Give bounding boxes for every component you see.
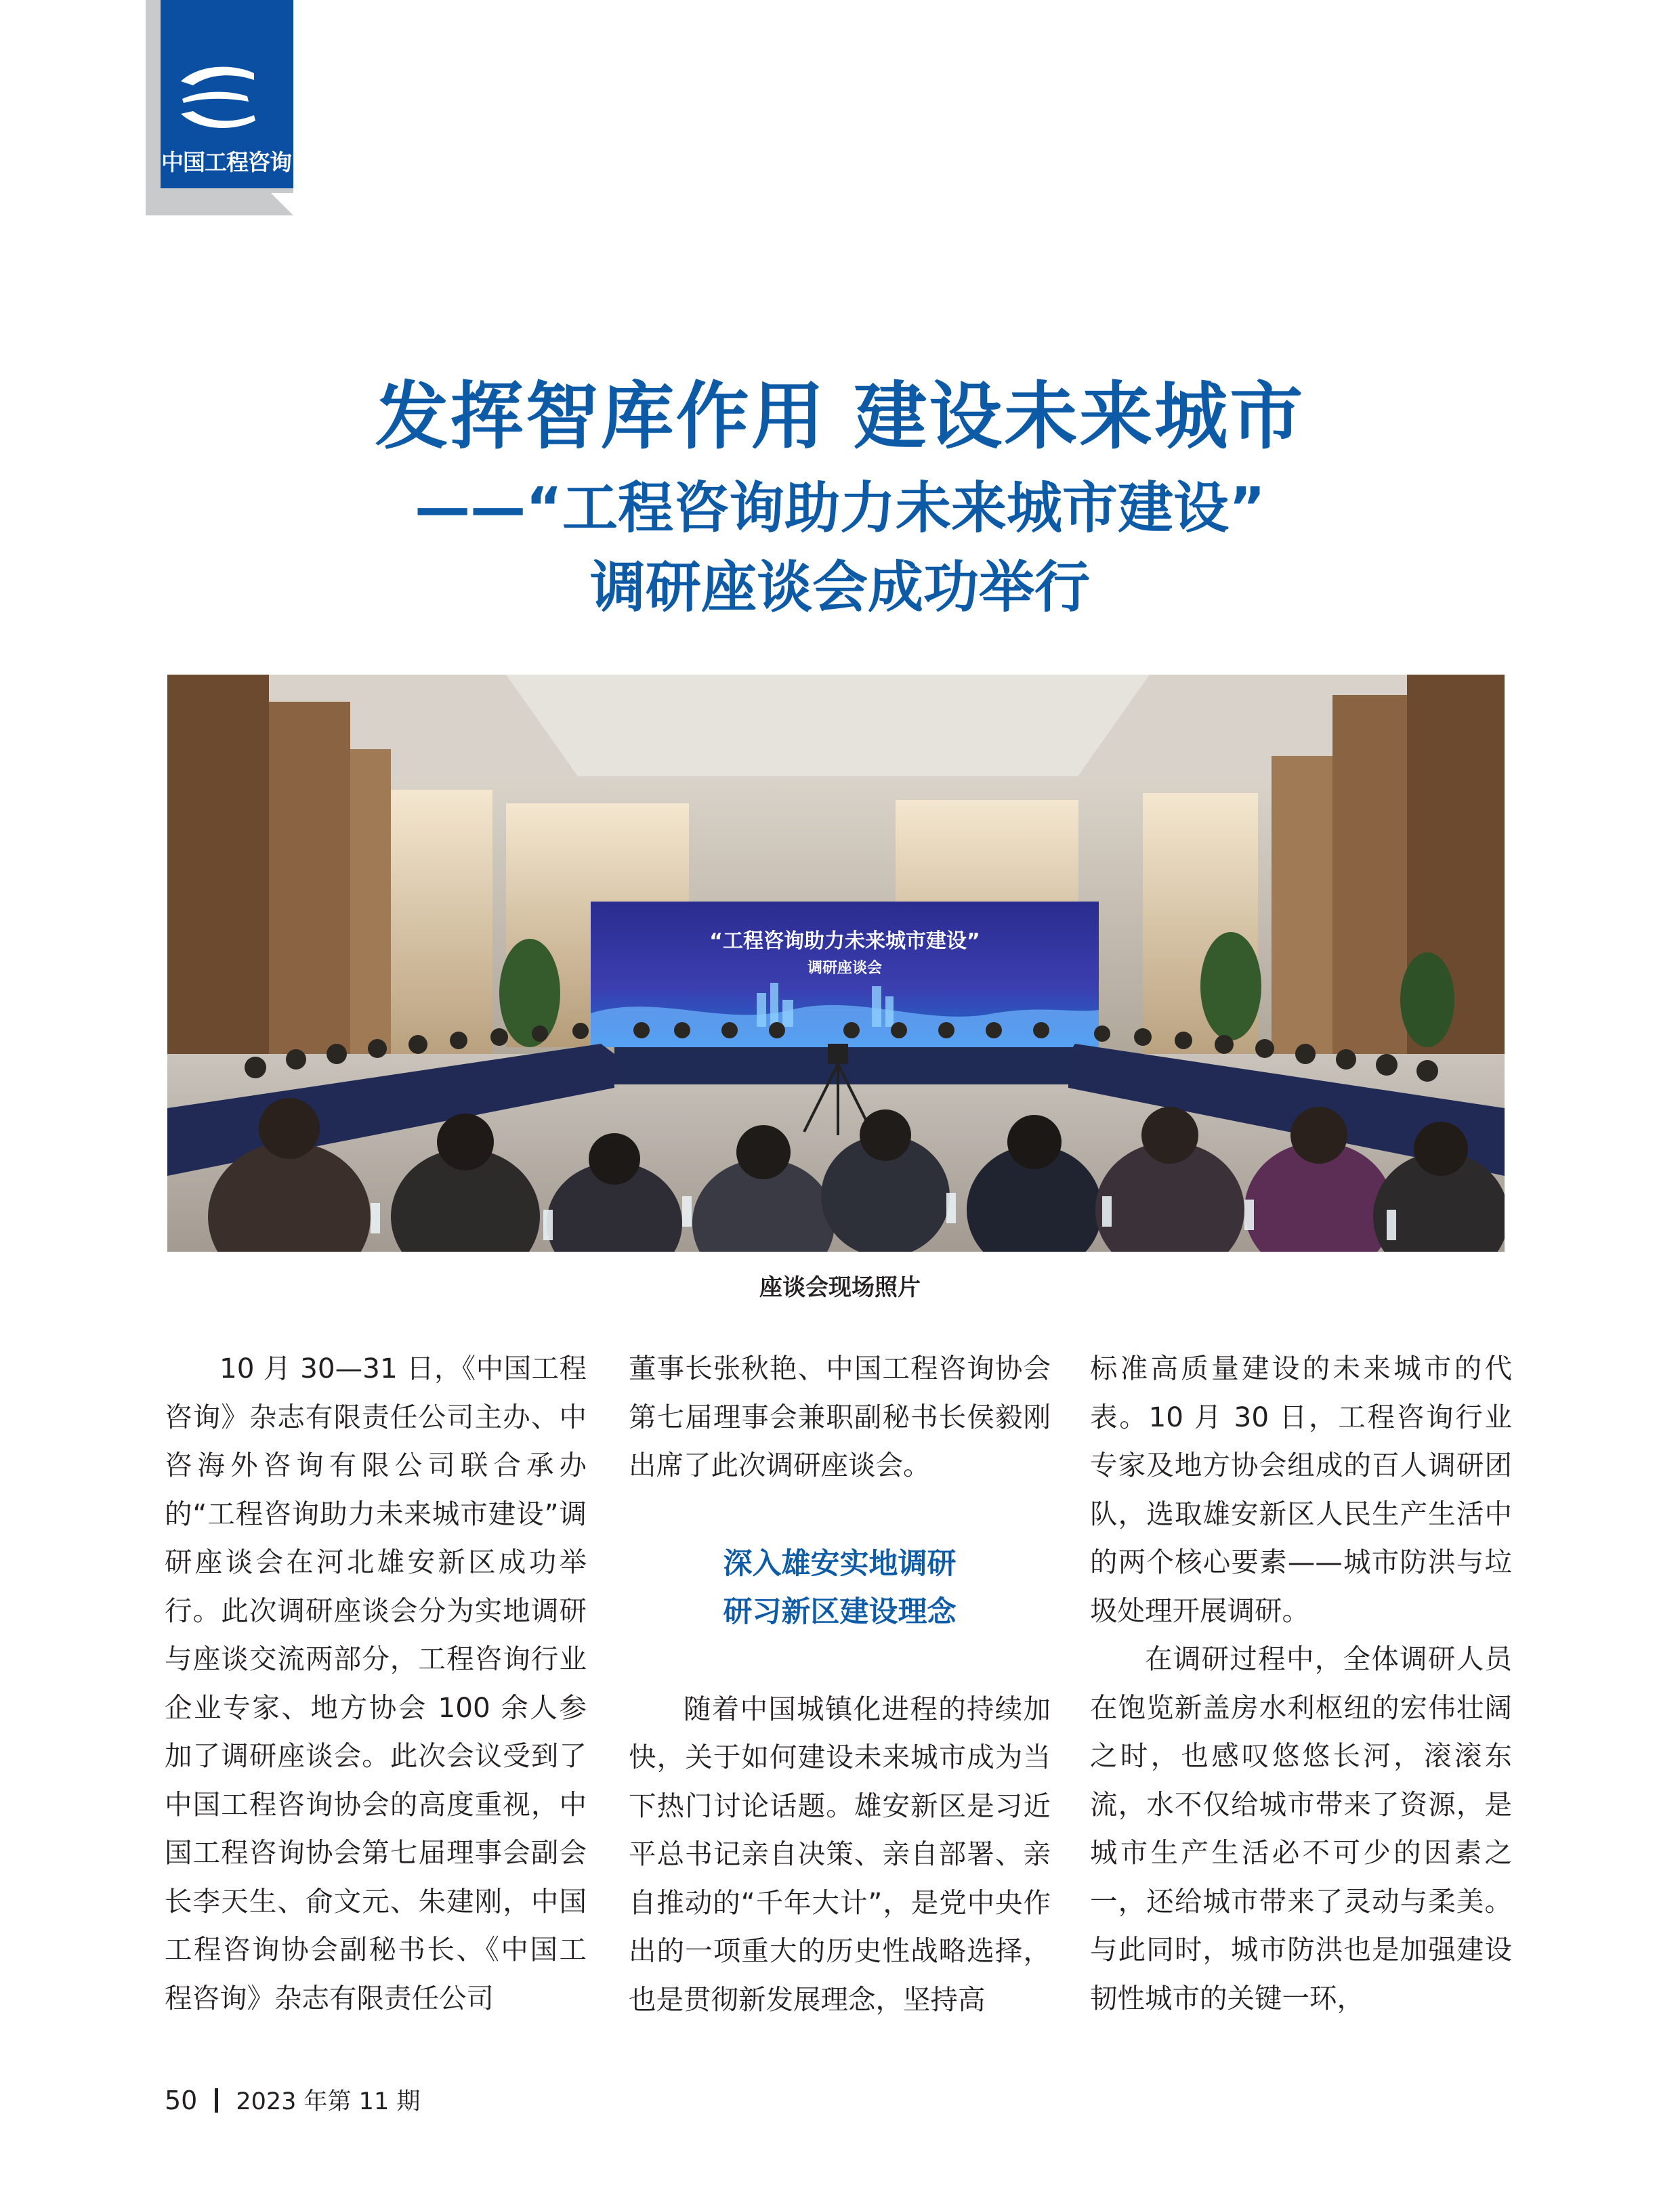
- banner-title: “工程咨询助力未来城市建设”: [709, 929, 980, 953]
- section-heading-line2: 研习新区建设理念: [723, 1594, 957, 1629]
- text-column-2: [629, 1345, 1051, 2024]
- meeting-photo: [167, 675, 1505, 1252]
- text-column-3: [1090, 1345, 1512, 2023]
- paragraph: 随着中国城镇化进程的持续加快，关于如何建设未来城市成为当下热门讨论话题。雄安新区是习近平总书记亲自决策、亲自部署、亲自推动的“千年大计”，是党中央作出的一项重大的历史性战略选择，也是贯彻新发展理念，坚持高: [629, 1692, 1051, 2016]
- issue-label: 2023 年第 11 期: [236, 2088, 421, 2115]
- banner-subtitle: 调研座谈会: [807, 960, 883, 977]
- engineering-consulting-logo-icon: [173, 61, 261, 135]
- article-subtitle-line1: ——“工程咨询助力未来城市建设”: [415, 476, 1265, 541]
- corner-fold: [271, 193, 293, 215]
- section-heading: [629, 1540, 1051, 1636]
- photo-caption: 座谈会现场照片: [759, 1274, 921, 1301]
- paragraph: 董事长张秋艳、中国工程咨询协会第七届理事会兼职副秘书长侯毅刚出席了此次调研座谈会。: [629, 1352, 1051, 1481]
- page-number: 50: [165, 2086, 198, 2115]
- article-subtitle-line2: 调研座谈会成功举行: [589, 555, 1090, 620]
- text-column-1: [165, 1345, 587, 2023]
- magazine-name: 中国工程咨询: [161, 149, 291, 175]
- page-footer: [165, 2083, 420, 2117]
- footer-divider: [215, 2088, 218, 2113]
- article-title: 发挥智库作用 建设未来城市: [375, 375, 1305, 459]
- paragraph: 标准高质量建设的未来城市的代表。10 月 30 日，工程咨询行业专家及地方协会组成的百人调研团队，选取雄安新区人民生产生活中的两个核心要素——城市防洪与垃圾处理开展调研。: [1090, 1352, 1512, 1627]
- paragraph: 10 月 30—31 日，《中国工程咨询》杂志有限责任公司主办、中咨海外咨询有限公司联合承办的“工程咨询助力未来城市建设”调研座谈会在河北雄安新区成功举行。此次调研座谈会分为实地调研与座谈交流两部分，工程咨询行业企业专家、地方协会 100 余人参加了调研座谈会。此次会议受到了中国工程咨询协会的高度重视，中国工程咨询协会第七届理事会副会长李天生、俞文元、朱建刚，中国工程咨询协会副秘书长、《中国工程咨询》杂志有限责任公司: [165, 1352, 587, 2014]
- section-heading-line1: 深入雄安实地调研: [723, 1546, 957, 1581]
- paragraph: 在调研过程中，全体调研人员在饱览新盖房水利枢纽的宏伟壮阔之时，也感叹悠悠长河，滚滚东流，水不仅给城市带来了资源，是城市生产生活必不可少的因素之一，还给城市带来了灵动与柔美。与此同时，城市防洪也是加强建设韧性城市的关键一环，: [1090, 1643, 1512, 2014]
